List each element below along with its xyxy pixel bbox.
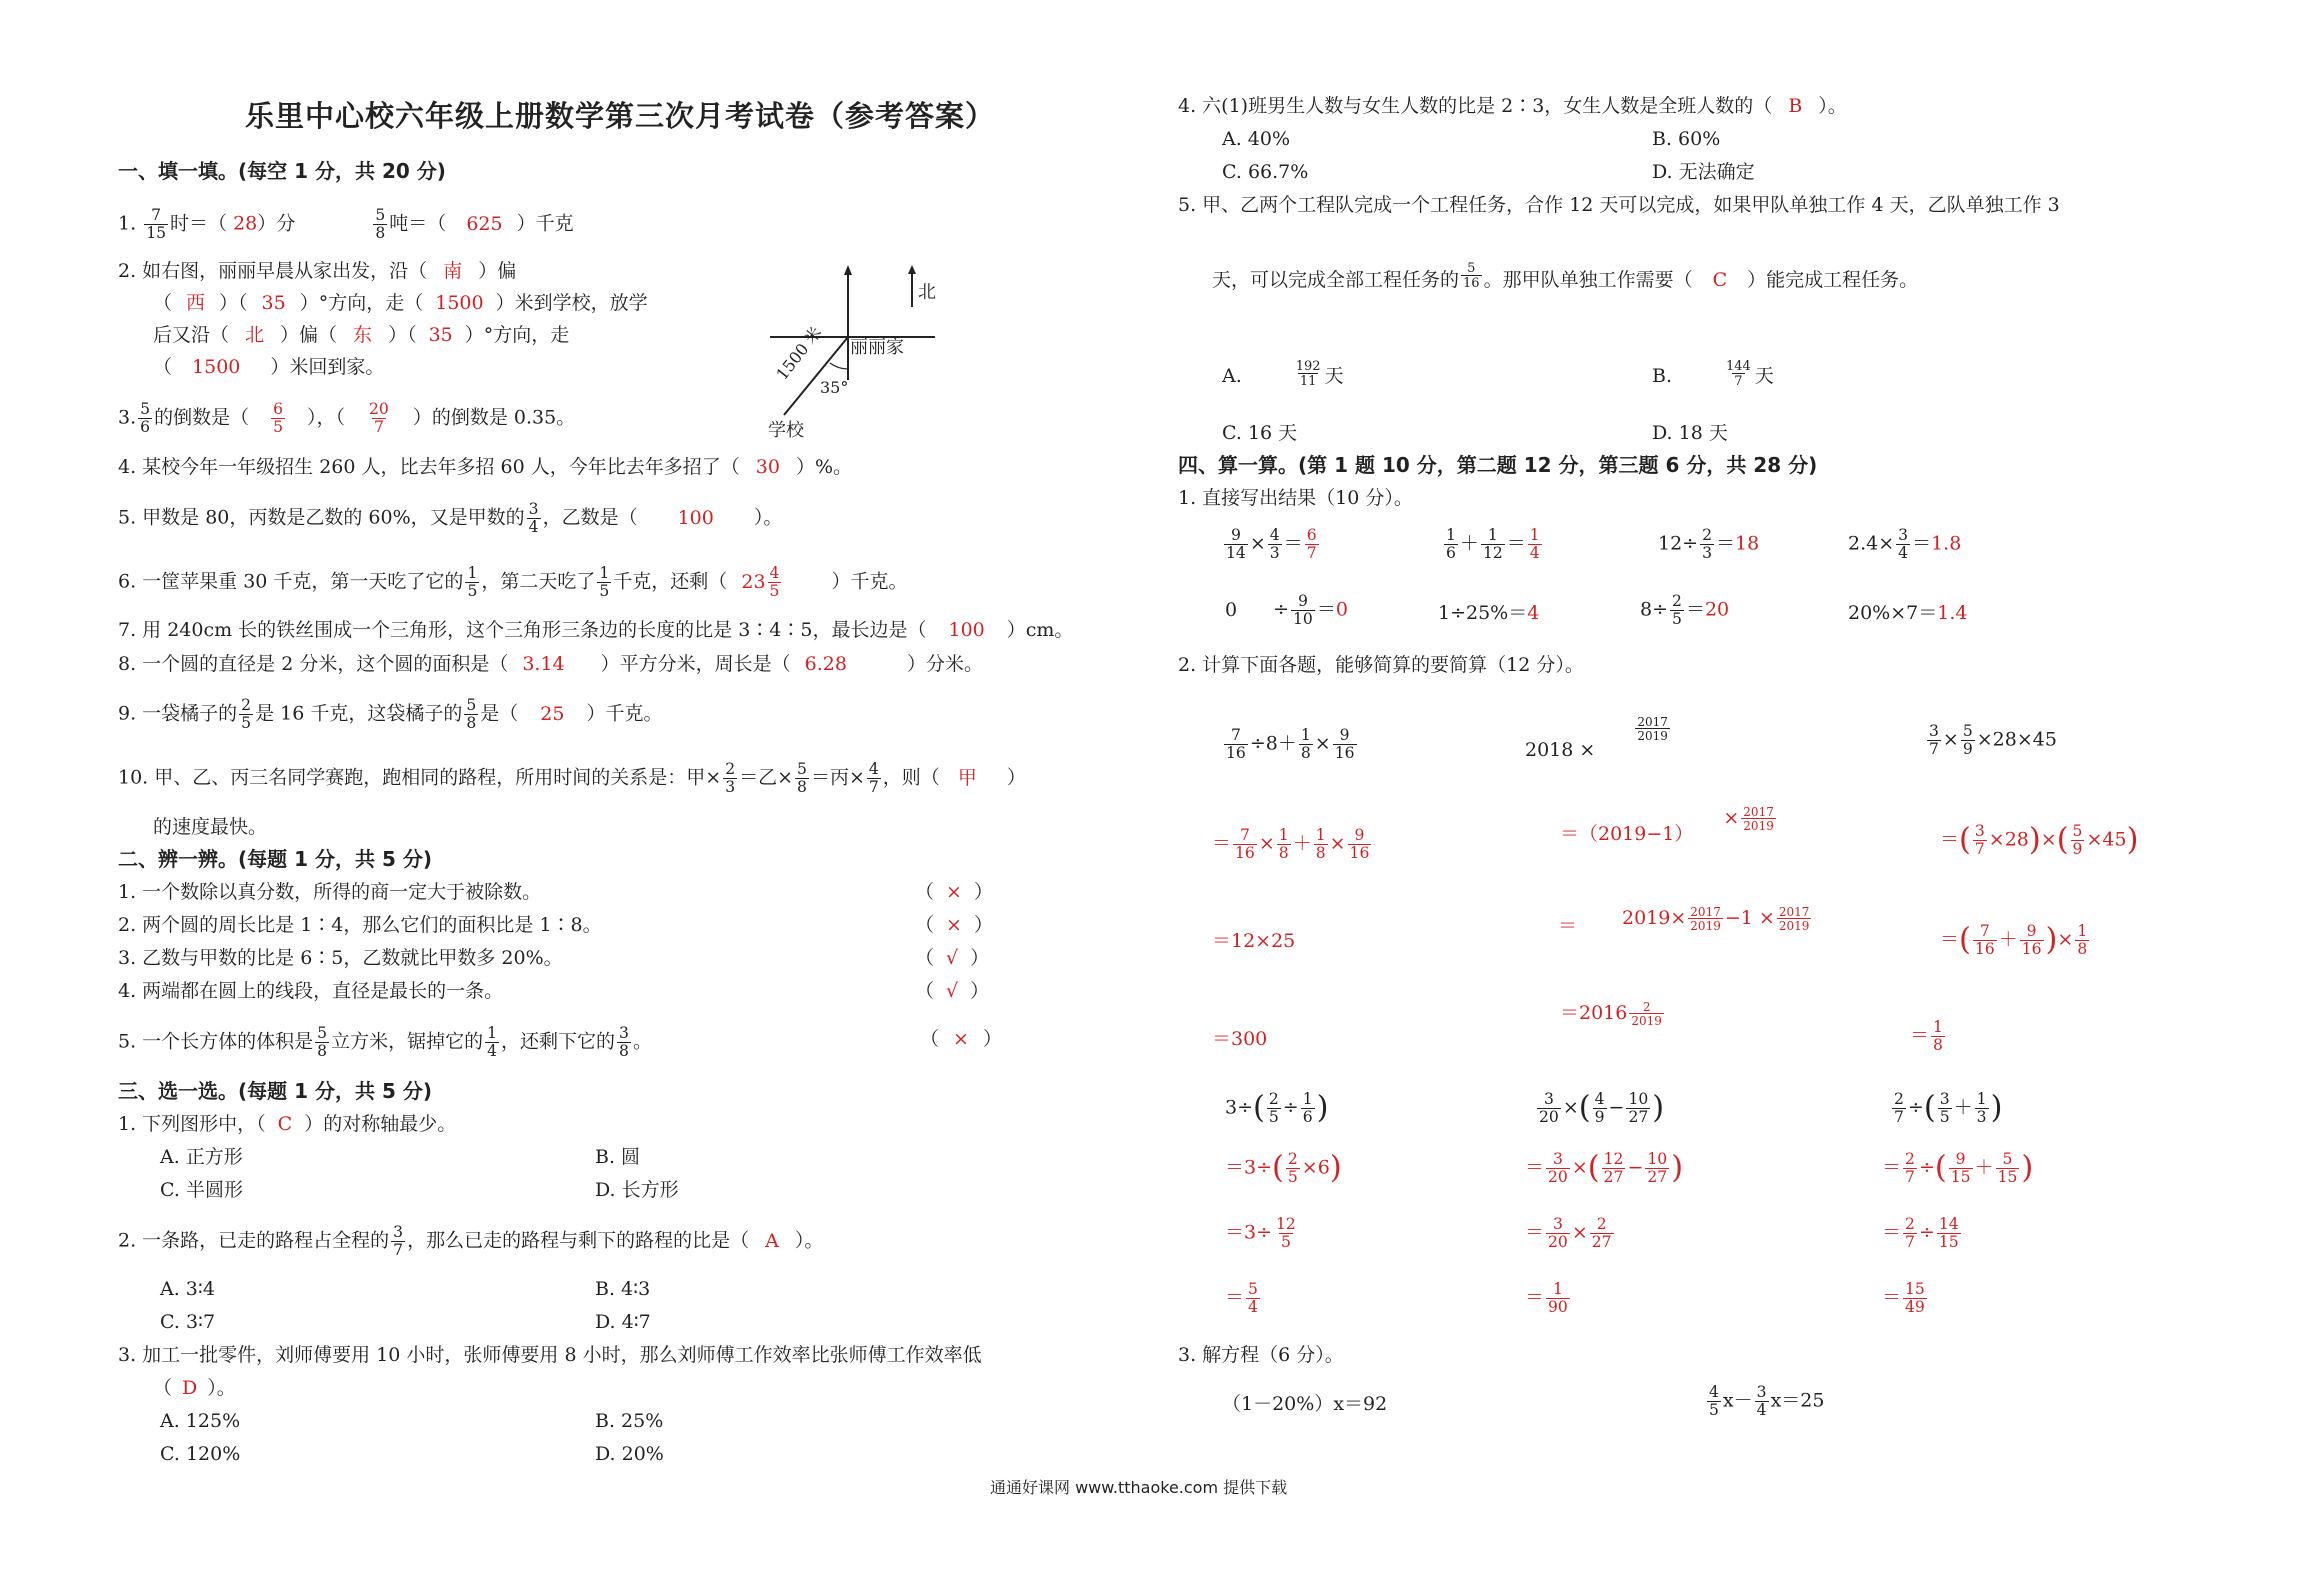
calc-b-step-1: ＝（2019−1）× $\frac{2017}{2019}$ bbox=[1560, 805, 1774, 845]
diagram-school-label: 学校 bbox=[768, 420, 804, 441]
s3-q5-option-d: D. 18 天 bbox=[1652, 422, 1728, 444]
s2-item-2-answer: （ × ） bbox=[915, 914, 993, 936]
s1-question-1: 1. $\frac{7}{15}$ 时＝（ 28）分 $\frac{5}{8}$ 吨＝（ 625 ）千克 bbox=[118, 206, 574, 242]
s1-question-2-line4: （ 1500 ）米回到家。 bbox=[153, 356, 385, 378]
s1-question-10-line2: 的速度最快。 bbox=[153, 816, 268, 838]
s3-q1-option-d: D. 长方形 bbox=[595, 1179, 679, 1201]
oral-r2c1: 0 ÷ $\frac{9}{10}$ ＝0 bbox=[1225, 592, 1348, 628]
calc-a-step-1: ＝ $\frac{7}{16}$ × $\frac{1}{8}$ ＋ $\frac{1}{8}$ × $\frac{9}{16}$ bbox=[1212, 826, 1370, 862]
s1-question-2-line2: （ 西 ）（ 35 ）°方向，走（ 1500 ）米到学校，放学 bbox=[153, 292, 648, 314]
s3-q3-option-b: B. 25% bbox=[595, 1410, 664, 1432]
calc-d-result: ＝ $\frac{5}{4}$ bbox=[1225, 1280, 1258, 1316]
s3-q3-option-d: D. 20% bbox=[595, 1443, 664, 1465]
s1-question-9: 9. 一袋橘子的 $\frac{2}{5}$ 是 16 千克，这袋橘子的 $\frac{5}{8}$ 是（ 25 ）千克。 bbox=[118, 696, 663, 732]
calc-c-step-1: ＝( $\frac{3}{7}$ ×28)×( $\frac{5}{9}$ ×45) bbox=[1940, 822, 2139, 858]
s1-question-2-line3: 后又沿（ 北 ）偏（ 东 ）（ 35 ）°方向，走 bbox=[153, 324, 570, 346]
s2-item-3-answer: （ √ ） bbox=[915, 947, 990, 969]
s1-question-7: 7. 用 240cm 长的铁丝围成一个三角形，这个三角形三条边的长度的比是 3∶4∶5，最长边是（ 100 ）cm。 bbox=[118, 619, 1074, 641]
s2-item-2: 2. 两个圆的周长比是 1∶4，那么它们的面积比是 1∶8。 bbox=[118, 914, 602, 936]
oral-r1c4: 2.4× $\frac{3}{4}$ ＝1.8 bbox=[1848, 526, 1962, 562]
section-1-header: 一、填一填。(每空 1 分，共 20 分) bbox=[118, 159, 446, 183]
s1-question-5: 5. 甲数是 80，丙数是乙数的 60%，又是甲数的 $\frac{3}{4}$ ，乙数是（ 100 ）。 bbox=[118, 500, 783, 536]
calc-e-problem: $\frac{3}{20}$ ×( $\frac{4}{9}$ − $\frac{10}{27}$ ) bbox=[1539, 1090, 1665, 1126]
calc-e-step-2: ＝ $\frac{3}{20}$ × $\frac{2}{27}$ bbox=[1525, 1215, 1612, 1251]
s3-q4-option-a: A. 40% bbox=[1222, 128, 1291, 150]
s2-item-3: 3. 乙数与甲数的比是 6∶5，乙数就比甲数多 20%。 bbox=[118, 947, 563, 969]
calc-f-step-1: ＝ $\frac{2}{7}$ ÷( $\frac{9}{15}$ ＋ $\frac{5}{15}$ ) bbox=[1882, 1150, 2034, 1186]
calc-e-step-1: ＝ $\frac{3}{20}$ ×( $\frac{12}{27}$ − $\frac{10}{27}$ ) bbox=[1525, 1150, 1684, 1186]
calc-d-step-2: ＝3÷ $\frac{12}{5}$ bbox=[1225, 1215, 1296, 1251]
calc-f-problem: $\frac{2}{7}$ ÷( $\frac{3}{5}$ ＋ $\frac{1}{3}$ ) bbox=[1894, 1090, 2003, 1126]
calc-d-problem: 3÷( $\frac{2}{5}$ ÷ $\frac{1}{6}$ ) bbox=[1225, 1090, 1329, 1126]
s1-question-2-line1: 2. 如右图，丽丽早晨从家出发，沿（ 南 ）偏 bbox=[118, 260, 517, 282]
s3-q1-option-c: C. 半圆形 bbox=[160, 1179, 243, 1201]
s3-question-3-line2: （ D ）。 bbox=[153, 1377, 236, 1399]
oral-r1c1: $\frac{9}{14}$ × $\frac{4}{3}$ ＝ $\frac{6}{7}$ bbox=[1226, 526, 1317, 562]
s3-q2-option-a: A. 3∶4 bbox=[160, 1278, 215, 1300]
diagram-angle-label: 35° bbox=[820, 378, 849, 397]
s1-question-4: 4. 某校今年一年级招生 260 人，比去年多招 60 人，今年比去年多招了（ 30 ）%。 bbox=[118, 456, 853, 478]
s2-item-5: 5. 一个长方体的体积是 $\frac{5}{8}$ 立方米，锯掉它的 $\frac{1}{4}$ ，还剩下它的 $\frac{3}{8}$ 。 bbox=[118, 1024, 652, 1060]
s3-question-3: 3. 加工一批零件，刘师傅要用 10 小时，张师傅要用 8 小时，那么刘师傅工作效率比张师傅工作效率低 bbox=[118, 1344, 982, 1366]
s2-item-1-answer: （ × ） bbox=[915, 881, 993, 903]
s3-q4-option-d: D. 无法确定 bbox=[1652, 161, 1755, 183]
oral-r2c4: 20%×7＝1.4 bbox=[1848, 602, 1968, 624]
answer: 28 bbox=[233, 212, 258, 235]
s3-q4-option-c: C. 66.7% bbox=[1222, 161, 1309, 183]
s1-question-8: 8. 一个圆的直径是 2 分米，这个圆的面积是（ 3.14 ）平方分米，周长是（ 6.28 ）分米。 bbox=[118, 653, 983, 675]
calc-a-step-2: ＝12×25 bbox=[1212, 930, 1296, 952]
calc-b-result: ＝2016 $\frac{2}{2019}$ bbox=[1560, 1000, 1662, 1028]
s3-question-5-line2: 天，可以完成全部工程任务的 $\frac{5}{16}$ 。那甲队单独工作需要（ C ）能完成工程任务。 bbox=[1212, 261, 1919, 291]
oral-r2c2: 1÷25%＝4 bbox=[1438, 602, 1540, 624]
calc-b-step-2: ＝ 2019× $\frac{2017}{2019}$ −1 × $\frac{2017}{2019}$ bbox=[1558, 905, 1810, 937]
diagram-home-label: 丽丽家 bbox=[850, 337, 904, 358]
calc-c-problem: $\frac{3}{7}$ × $\frac{5}{9}$ ×28×45 bbox=[1929, 722, 2057, 758]
s1-question-3: 3. $\frac{5}{6}$ 的倒数是（ $\frac{6}{5}$ ），（ $\frac{20}{7}$ ）的倒数是 0.35。 bbox=[118, 400, 576, 436]
oral-r1c2: $\frac{1}{6}$ ＋ $\frac{1}{12}$ ＝ $\frac{1}{4}$ bbox=[1446, 526, 1540, 562]
calc-c-step-2: ＝( $\frac{7}{16}$ ＋ $\frac{9}{16}$ )× $\frac{1}{8}$ bbox=[1940, 922, 2088, 958]
answer: 625 bbox=[466, 212, 503, 235]
equation-1: （1－20%）x＝92 bbox=[1222, 1393, 1388, 1415]
section-4-header: 四、算一算。(第 1 题 10 分，第二题 12 分，第三题 6 分，共 28 分) bbox=[1178, 453, 1818, 477]
diagram-north-label: 北 bbox=[918, 282, 936, 303]
s3-q4-option-b: B. 60% bbox=[1652, 128, 1721, 150]
s4-part-2-title: 2. 计算下面各题，能够简算的要简算（12 分）。 bbox=[1178, 654, 1584, 676]
calc-f-result: ＝ $\frac{15}{49}$ bbox=[1882, 1280, 1925, 1316]
section-3-header: 三、选一选。(每题 1 分，共 5 分) bbox=[118, 1079, 432, 1103]
oral-r1c3: 12÷ $\frac{2}{3}$ ＝18 bbox=[1658, 526, 1760, 562]
calc-a-result: ＝300 bbox=[1212, 1028, 1268, 1050]
s2-item-1: 1. 一个数除以真分数，所得的商一定大于被除数。 bbox=[118, 881, 542, 903]
s3-q5-option-c: C. 16 天 bbox=[1222, 422, 1298, 444]
s2-item-4-answer: （ √ ） bbox=[915, 980, 990, 1002]
s3-q3-option-c: C. 120% bbox=[160, 1443, 241, 1465]
page-title: 乐里中心校六年级上册数学第三次月考试卷（参考答案） bbox=[245, 99, 996, 133]
s3-q1-option-a: A. 正方形 bbox=[160, 1146, 243, 1168]
s1-question-6: 6. 一筐苹果重 30 千克，第一天吃了它的 $\frac{1}{5}$ ，第二天吃了 $\frac{1}{5}$ 千克，还剩（ 23 $\frac{4}{5}$ ）千克。 bbox=[118, 564, 908, 600]
section-2-header: 二、辨一辨。(每题 1 分，共 5 分) bbox=[118, 847, 432, 871]
s1-question-10: 10. 甲、乙、丙三名同学赛跑，跑相同的路程，所用时间的关系是：甲× $\frac{2}{3}$ ＝乙× $\frac{5}{8}$ ＝丙× $\frac{4}{7}$ ，则（ 甲 ） bbox=[118, 760, 1026, 796]
s3-q5-option-b: B. $\frac{144}{7}$ 天 bbox=[1652, 359, 1774, 389]
calc-a-problem: $\frac{7}{16}$ ÷8＋ $\frac{1}{8}$ × $\frac{9}{16}$ bbox=[1226, 726, 1355, 762]
s3-q1-option-b: B. 圆 bbox=[595, 1146, 641, 1168]
s2-item-5-answer: （ × ） bbox=[920, 1028, 1002, 1050]
diagram-distance-label: 1500 米 bbox=[772, 323, 826, 384]
page-footer: 通通好课网 www.tthaoke.com 提供下载 bbox=[990, 1478, 1288, 1497]
s4-part-3-title: 3. 解方程（6 分）。 bbox=[1178, 1344, 1344, 1366]
oral-r2c3: 8÷ $\frac{2}{5}$ ＝20 bbox=[1640, 592, 1730, 628]
s2-item-4: 4. 两端都在圆上的线段，直径是最长的一条。 bbox=[118, 980, 504, 1002]
s3-q3-option-a: A. 125% bbox=[160, 1410, 241, 1432]
s4-part-1-title: 1. 直接写出结果（10 分）。 bbox=[1178, 487, 1413, 509]
s3-question-5: 5. 甲、乙两个工程队完成一个工程任务，合作 12 天可以完成，如果甲队单独工作 4 天，乙队单独工作 3 bbox=[1178, 194, 2060, 216]
calc-f-step-2: ＝ $\frac{2}{7}$ ÷ $\frac{14}{15}$ bbox=[1882, 1215, 1959, 1251]
s3-q5-option-a: A. $\frac{192}{11}$ 天 bbox=[1222, 359, 1344, 389]
calc-c-result: ＝ $\frac{1}{8}$ bbox=[1910, 1018, 1943, 1054]
s3-q2-option-d: D. 4∶7 bbox=[595, 1311, 651, 1333]
s3-question-2: 2. 一条路，已走的路程占全程的 $\frac{3}{7}$ ，那么已走的路程与剩下的路程的比是（ A ）。 bbox=[118, 1223, 824, 1259]
calc-d-step-1: ＝3÷( $\frac{2}{5}$ ×6) bbox=[1225, 1150, 1342, 1186]
s3-q2-option-b: B. 4∶3 bbox=[595, 1278, 651, 1300]
calc-b-problem: 2018 × $\frac{2017}{2019}$ bbox=[1525, 715, 1668, 761]
s3-q2-option-c: C. 3∶7 bbox=[160, 1311, 216, 1333]
equation-2: $\frac{4}{5}$ x－ $\frac{3}{4}$ x＝25 bbox=[1709, 1383, 1825, 1419]
calc-e-result: ＝ $\frac{1}{90}$ bbox=[1525, 1280, 1568, 1316]
s3-question-4: 4. 六(1)班男生人数与女生人数的比是 2∶3，女生人数是全班人数的（ B ）。 bbox=[1178, 95, 1847, 117]
s3-question-1: 1. 下列图形中，（ C ）的对称轴最少。 bbox=[118, 1113, 457, 1135]
